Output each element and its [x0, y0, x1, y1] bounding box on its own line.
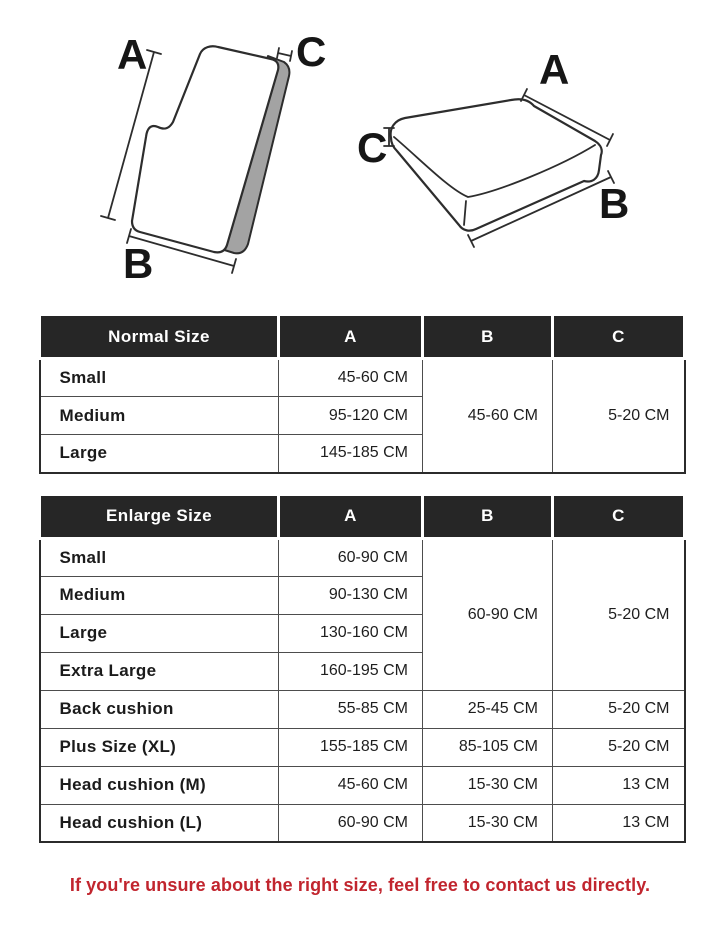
row-label: Small	[40, 359, 279, 397]
table-header-row	[40, 494, 685, 538]
row-label: Extra Large	[40, 652, 279, 690]
table-title: Enlarge Size	[40, 494, 279, 538]
cell-a: 60-90 CM	[279, 538, 423, 576]
normal-size-table	[38, 313, 686, 474]
row-label: Medium	[40, 397, 279, 435]
row-label: Large	[40, 614, 279, 652]
col-header-c: C	[553, 315, 685, 359]
contact-note: If you're unsure about the right size, feel free to contact us directly.	[69, 875, 651, 895]
row-label: Plus Size (XL)	[40, 728, 279, 766]
merged-cell-b: 60-90 CM	[423, 538, 553, 690]
dim-label-b: B	[123, 240, 154, 287]
cell-a: 55-85 CM	[279, 690, 423, 728]
dim-line-c	[277, 48, 292, 61]
row-label: Large	[40, 435, 279, 473]
col-header-b: B	[423, 315, 553, 359]
dim-label-b: B	[599, 180, 630, 227]
merged-cell-b: 45-60 CM	[423, 359, 553, 473]
row-label: Head cushion (M)	[40, 766, 279, 804]
back-cushion-diagram	[92, 16, 344, 294]
cell-b: 25-45 CM	[423, 690, 553, 728]
dim-label-a: A	[539, 46, 570, 93]
size-tables	[0, 313, 720, 843]
cell-b: 85-105 CM	[423, 728, 553, 766]
cell-a: 145-185 CM	[279, 435, 423, 473]
cell-b: 15-30 CM	[423, 804, 553, 842]
cell-c: 13 CM	[553, 766, 685, 804]
dim-label-c: C	[357, 124, 388, 171]
cell-a: 45-60 CM	[279, 766, 423, 804]
cell-a: 45-60 CM	[279, 359, 423, 397]
dim-label-c: C	[296, 28, 327, 75]
col-header-a: A	[279, 315, 423, 359]
table-row	[40, 690, 685, 728]
row-label: Head cushion (L)	[40, 804, 279, 842]
col-header-a: A	[279, 494, 423, 538]
row-label: Small	[40, 538, 279, 576]
size-diagram-area	[0, 0, 720, 300]
row-label: Medium	[40, 576, 279, 614]
merged-cell-c: 5-20 CM	[553, 359, 685, 473]
table-title: Normal Size	[40, 315, 279, 359]
cell-a: 160-195 CM	[279, 652, 423, 690]
table-row	[40, 728, 685, 766]
col-header-b: B	[423, 494, 553, 538]
cell-b: 15-30 CM	[423, 766, 553, 804]
cell-c: 5-20 CM	[553, 690, 685, 728]
cell-a: 90-130 CM	[279, 576, 423, 614]
dim-label-a: A	[117, 31, 148, 78]
row-label: Back cushion	[40, 690, 279, 728]
col-header-c: C	[553, 494, 685, 538]
cell-c: 5-20 CM	[553, 728, 685, 766]
enlarge-size-table	[38, 493, 686, 844]
cell-c: 13 CM	[553, 804, 685, 842]
cell-a: 130-160 CM	[279, 614, 423, 652]
merged-cell-c: 5-20 CM	[553, 538, 685, 690]
table-row	[40, 804, 685, 842]
table-row	[40, 766, 685, 804]
table-header-row	[40, 315, 685, 359]
cell-a: 155-185 CM	[279, 728, 423, 766]
cell-a: 60-90 CM	[279, 804, 423, 842]
seat-cushion-diagram	[343, 38, 685, 270]
table-row	[40, 538, 685, 576]
cell-a: 95-120 CM	[279, 397, 423, 435]
table-row	[40, 359, 685, 397]
